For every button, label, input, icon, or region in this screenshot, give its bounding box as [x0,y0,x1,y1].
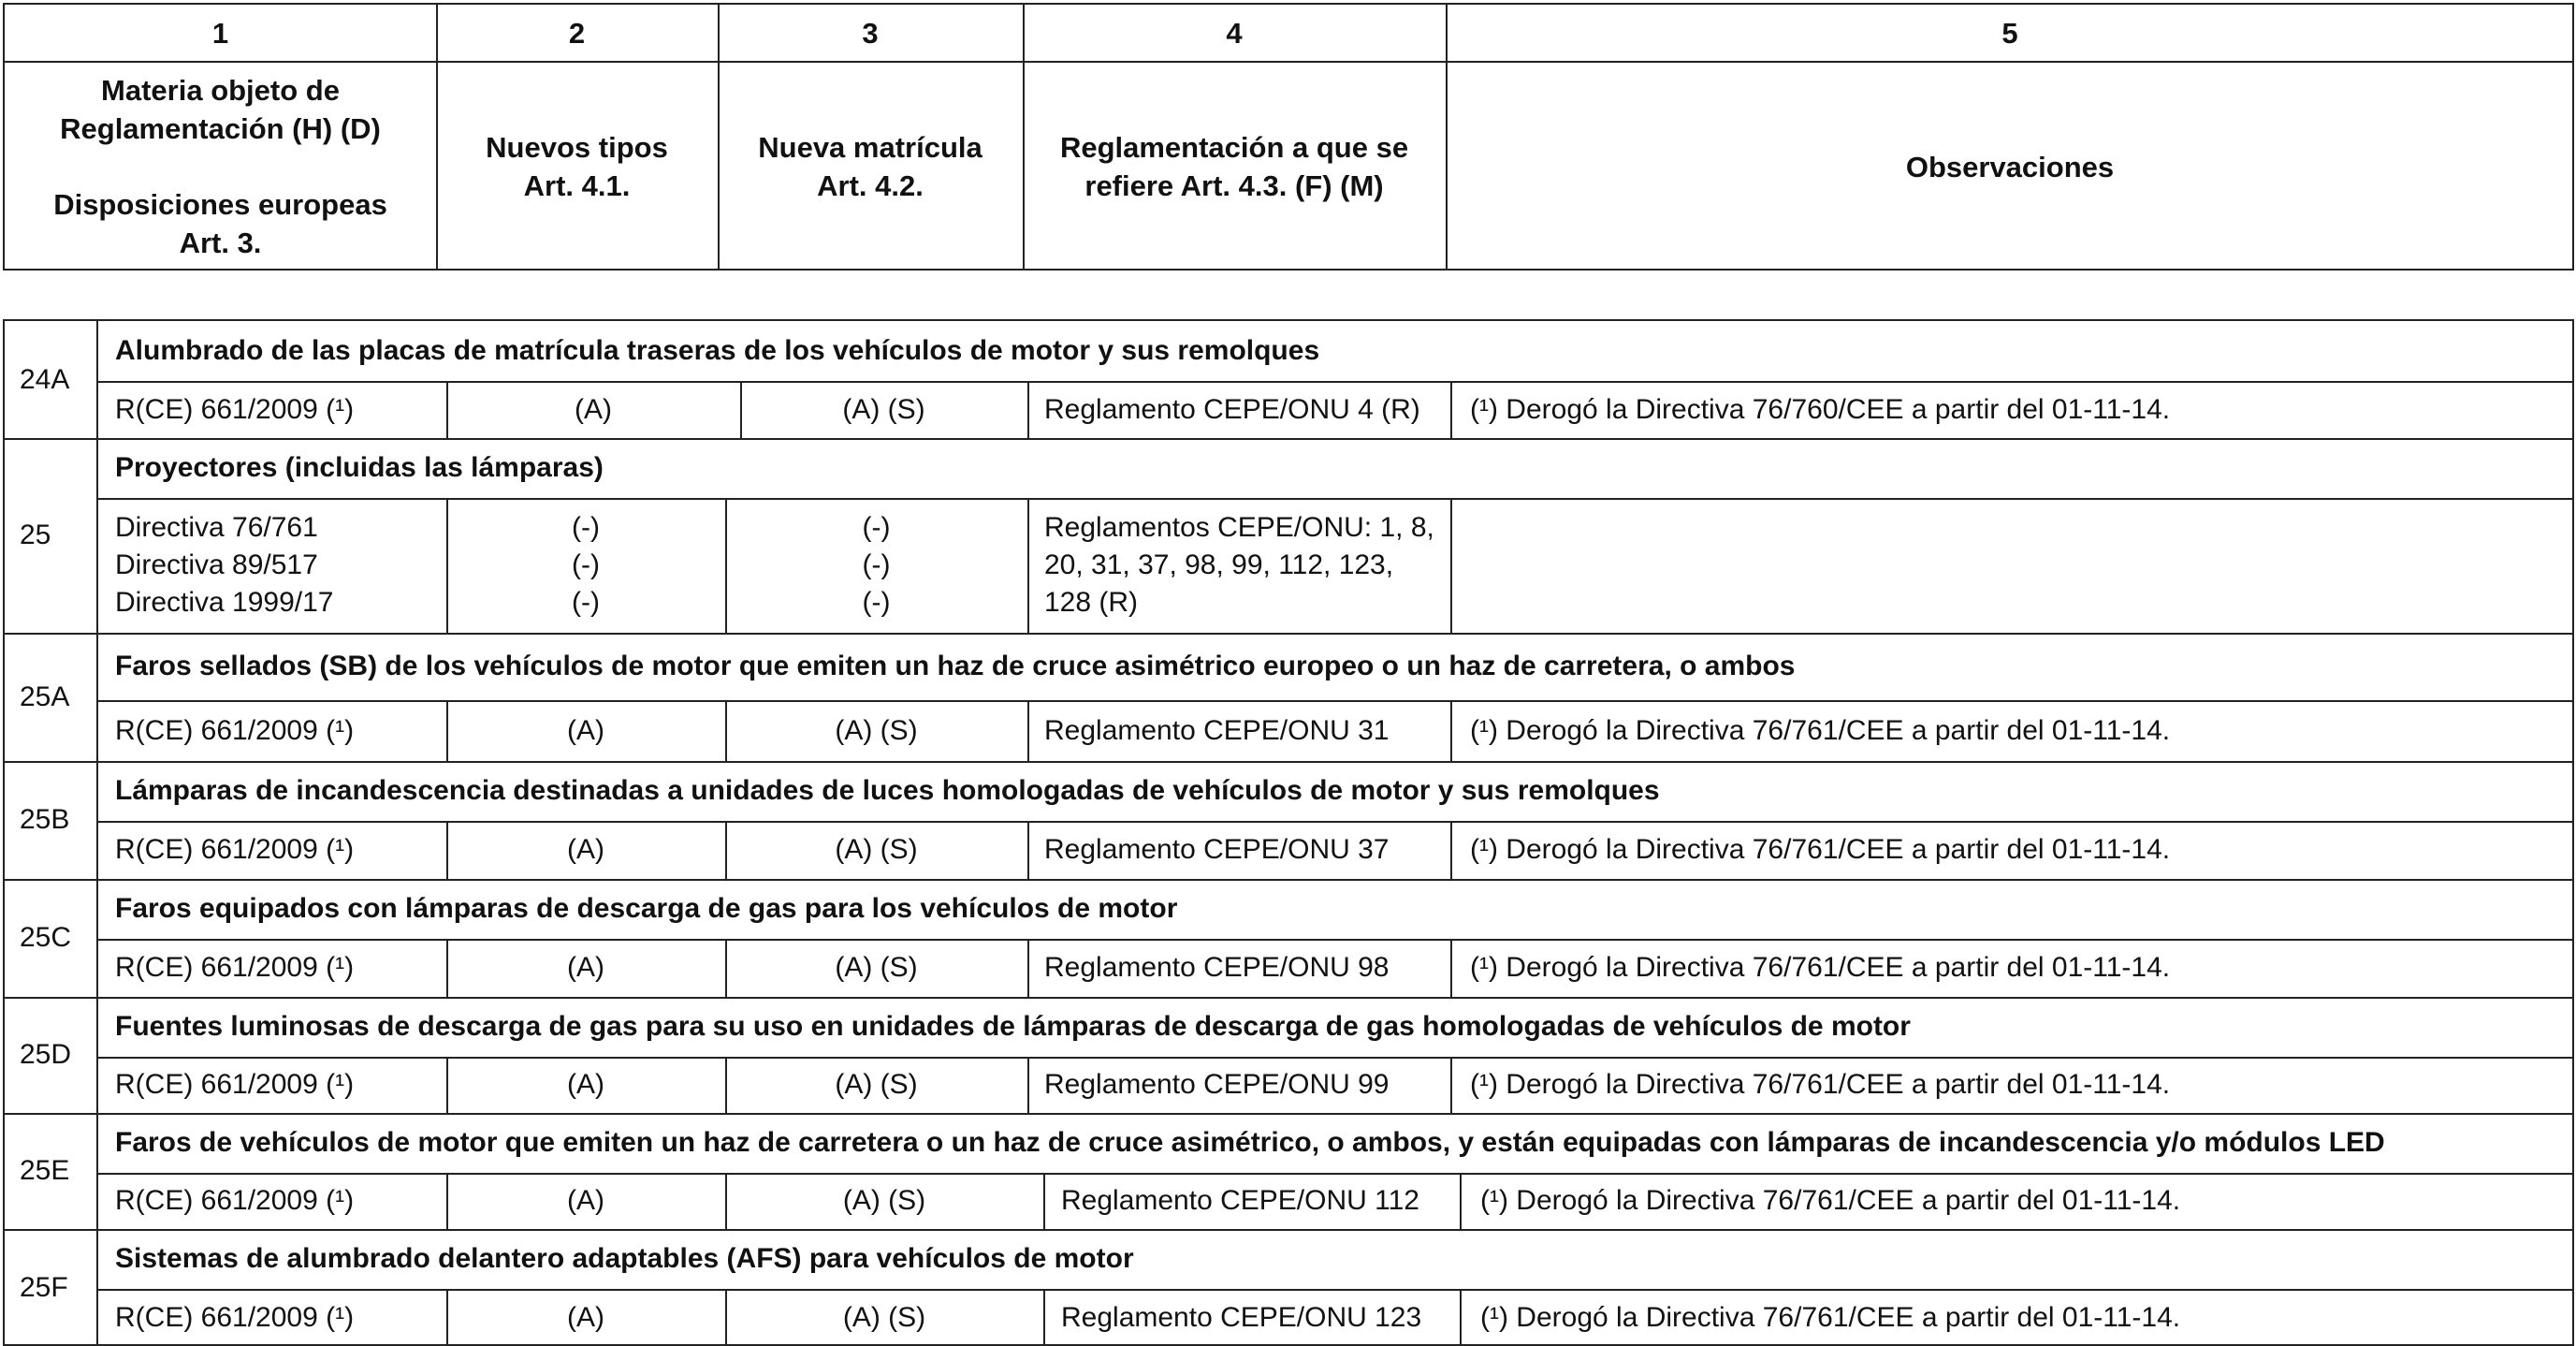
row-title: Faros sellados (SB) de los vehículos de motor que emiten un haz de cruce asimétrico europeo o un haz de carretera, o ambos [115,651,1796,681]
new-registration-cell: (A) (S) [835,952,918,983]
disposition-cell: R(CE) 661/2009 (¹) [115,1185,355,1216]
row-code: 25B [20,804,70,835]
observations-cell: (¹) Derogó la Directiva 76/761/CEE a partir del 01-11-14. [1470,952,2171,983]
observations-cell: (¹) Derogó la Directiva 76/761/CEE a partir del 01-11-14. [1470,1069,2171,1100]
new-types-cell: (A) [567,1301,604,1333]
row-code: 25D [20,1039,72,1070]
new-registration-line: (-) [862,512,891,543]
new-registration-line: (-) [862,549,891,580]
row-code: 25C [20,922,72,953]
row-title: Alumbrado de las placas de matrícula traseras de los vehículos de motor y sus remolques [115,335,1320,366]
header-new-types-line-1: Nuevos tipos [486,131,668,164]
new-types-cell: (A) [575,393,612,425]
regulation-cell: Reglamento CEPE/ONU 99 [1044,1069,1390,1100]
dispositions-cell [115,498,333,633]
row-code: 25A [20,680,70,712]
observations-cell: (¹) Derogó la Directiva 76/761/CEE a partir del 01-11-14. [1480,1301,2181,1333]
row-title: Proyectores (incluidas las lámparas) [115,452,604,483]
header-new-registration-line-1: Nueva matrícula [758,131,982,164]
header-subject-line-2: Reglamentación (H) (D) [60,112,381,145]
new-types-line: (-) [572,512,600,543]
new-registration-line: (-) [862,587,891,618]
new-types-cell: (A) [567,714,604,746]
row-title: Lámparas de incandescencia destinadas a unidades de luces homologadas de vehículos de motor y sus remolques [115,775,1660,806]
header-new-registration-line-2: Art. 4.2. [817,169,924,202]
disposition-line: Directiva 1999/17 [115,587,334,618]
regulation-cell: Reglamento CEPE/ONU 98 [1044,952,1390,983]
header-regulation-line-2: refiere Art. 4.3. (F) (M) [1084,169,1384,202]
regulation-cell: Reglamento CEPE/ONU 112 [1061,1185,1419,1216]
new-types-cell: (A) [567,1185,604,1216]
new-registration-cell [725,498,1027,633]
observations-cell: (¹) Derogó la Directiva 76/761/CEE a partir del 01-11-14. [1470,714,2171,746]
header-new-types [436,63,718,271]
header-subject-line-5: Art. 3. [179,227,262,259]
disposition-cell: R(CE) 661/2009 (¹) [115,834,355,865]
header-new-registration [718,63,1023,271]
observations-cell: (¹) Derogó la Directiva 76/761/CEE a partir del 01-11-14. [1470,834,2171,865]
row-title: Sistemas de alumbrado delantero adaptables (AFS) para vehículos de motor [115,1243,1134,1274]
header-observations: Observaciones [1905,150,2115,183]
regulation-line: Reglamentos CEPE/ONU: 1, 8, [1044,512,1434,543]
disposition-cell: R(CE) 661/2009 (¹) [115,714,355,746]
row-title: Faros de vehículos de motor que emiten un haz de carretera o un haz de cruce asimétrico, o ambos, y están equipadas con lámparas de incandescencia y/o módulos LED [115,1127,2385,1158]
regulation-cell: Reglamento CEPE/ONU 123 [1061,1301,1422,1333]
header-regulation-line-1: Reglamentación a que se [1059,131,1409,164]
regulation-cell: Reglamento CEPE/ONU 31 [1044,714,1390,746]
new-registration-cell: (A) (S) [835,1069,918,1100]
header-subject-line-4: Disposiciones europeas [53,188,387,221]
new-registration-cell: (A) (S) [842,1185,926,1216]
new-registration-cell: (A) (S) [842,1301,926,1333]
column-header-table [3,3,2574,271]
new-types-cell: (A) [567,834,604,865]
row-code: 25E [20,1155,70,1186]
observations-cell: (¹) Derogó la Directiva 76/761/CEE a partir del 01-11-14. [1480,1185,2181,1216]
new-registration-cell: (A) (S) [842,393,925,425]
new-types-cell: (A) [567,1069,604,1100]
header-new-types-line-2: Art. 4.1. [523,169,631,202]
disposition-line: Directiva 89/517 [115,549,318,580]
new-types-cell: (A) [567,952,604,983]
new-types-cell [446,498,725,633]
disposition-cell: R(CE) 661/2009 (¹) [115,1301,355,1333]
regulation-cell: Reglamento CEPE/ONU 4 (R) [1044,393,1420,425]
regulation-line: 128 (R) [1044,587,1139,618]
disposition-cell: R(CE) 661/2009 (¹) [115,393,355,425]
regulation-line: 20, 31, 37, 98, 99, 112, 123, [1044,549,1394,580]
new-registration-cell: (A) (S) [835,714,918,746]
column-number-3: 3 [862,16,879,50]
new-registration-cell: (A) (S) [835,834,918,865]
column-number-5: 5 [2001,16,2018,50]
column-number-2: 2 [568,16,586,50]
row-title: Faros equipados con lámparas de descarga de gas para los vehículos de motor [115,893,1178,924]
new-types-line: (-) [572,587,600,618]
row-code: 25F [20,1271,68,1303]
header-subject-line-1: Materia objeto de [101,74,340,107]
row-code: 25 [20,519,51,550]
disposition-cell: R(CE) 661/2009 (¹) [115,952,355,983]
column-number-4: 4 [1226,16,1243,50]
disposition-line: Directiva 76/761 [115,512,318,543]
regulation-cell [1044,498,1434,633]
header-regulation [1023,63,1446,271]
disposition-cell: R(CE) 661/2009 (¹) [115,1069,355,1100]
regulation-cell: Reglamento CEPE/ONU 37 [1044,834,1390,865]
row-code: 24A [20,363,70,395]
regulation-table [3,319,2574,1346]
column-number-1: 1 [211,16,229,50]
new-types-line: (-) [572,549,600,580]
row-title: Fuentes luminosas de descarga de gas para su uso en unidades de lámparas de descarga de gas homologadas de vehículos de motor [115,1011,1911,1042]
observations-cell: (¹) Derogó la Directiva 76/760/CEE a partir del 01-11-14. [1470,393,2171,425]
header-subject-matter [5,63,436,271]
